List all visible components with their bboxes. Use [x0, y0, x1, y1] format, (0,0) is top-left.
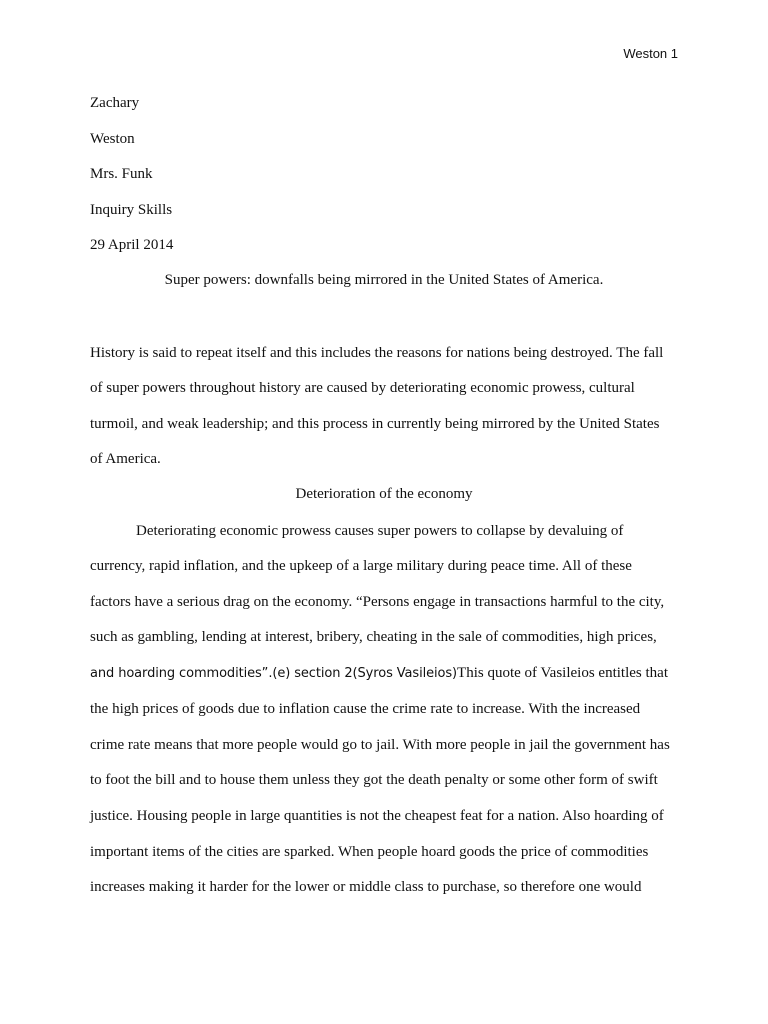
paragraph-line: to foot the bill and to house them unless they got the death penalty or some other form of swift — [90, 772, 658, 788]
running-head: Weston 1 — [623, 46, 678, 61]
date-line: 29 April 2014 — [90, 237, 174, 253]
paragraph-text: factors have a serious drag on the economy. — [90, 594, 357, 610]
paragraph-line: increases making it harder for the lower or middle class to purchase, so therefore one would — [90, 879, 642, 895]
paragraph-line — [90, 664, 668, 683]
section-heading: Deterioration of the economy — [295, 486, 473, 502]
essay-title: Super powers: downfalls being mirrored in the United States of America. — [164, 272, 604, 288]
intro-line: turmoil, and weak leadership; and this process in currently being mirrored by the United States — [90, 416, 660, 432]
quote-citation: and hoarding commodities”.(e) section 2(Syros Vasileios) — [90, 666, 458, 681]
paragraph-line: such as gambling, lending at interest, bribery, cheating in the sale of commodities, high prices, — [90, 629, 657, 645]
paragraph-line: justice. Housing people in large quantities is not the cheapest feat for a nation. Also hoarding of — [90, 808, 664, 824]
course-name: Inquiry Skills — [90, 202, 173, 218]
paragraph-text: This quote of Vasileios entitles that — [457, 665, 668, 681]
intro-line: History is said to repeat itself and this includes the reasons for nations being destroyed. The fall — [90, 345, 664, 361]
paragraph-line: the high prices of goods due to inflation cause the crime rate to increase. With the increased — [90, 701, 641, 717]
quote-text: “Persons engage in transactions harmful to the city, — [356, 594, 665, 610]
paragraph-line: crime rate means that more people would go to jail. With more people in jail the government has — [90, 737, 670, 753]
paragraph-line: important items of the cities are sparked. When people hoard goods the price of commodities — [90, 844, 649, 860]
intro-line: of super powers throughout history are caused by deteriorating economic prowess, cultural — [90, 380, 635, 396]
paragraph-line: currency, rapid inflation, and the upkeep of a large military during peace time. All of these — [90, 558, 632, 574]
intro-line: of America. — [90, 451, 161, 467]
paragraph-line: Deteriorating economic prowess causes super powers to collapse by devaluing of — [136, 523, 624, 539]
paragraph-line — [90, 593, 664, 611]
instructor-name: Mrs. Funk — [90, 166, 153, 182]
author-last-name: Weston — [90, 131, 135, 147]
author-first-name: Zachary — [90, 95, 140, 111]
